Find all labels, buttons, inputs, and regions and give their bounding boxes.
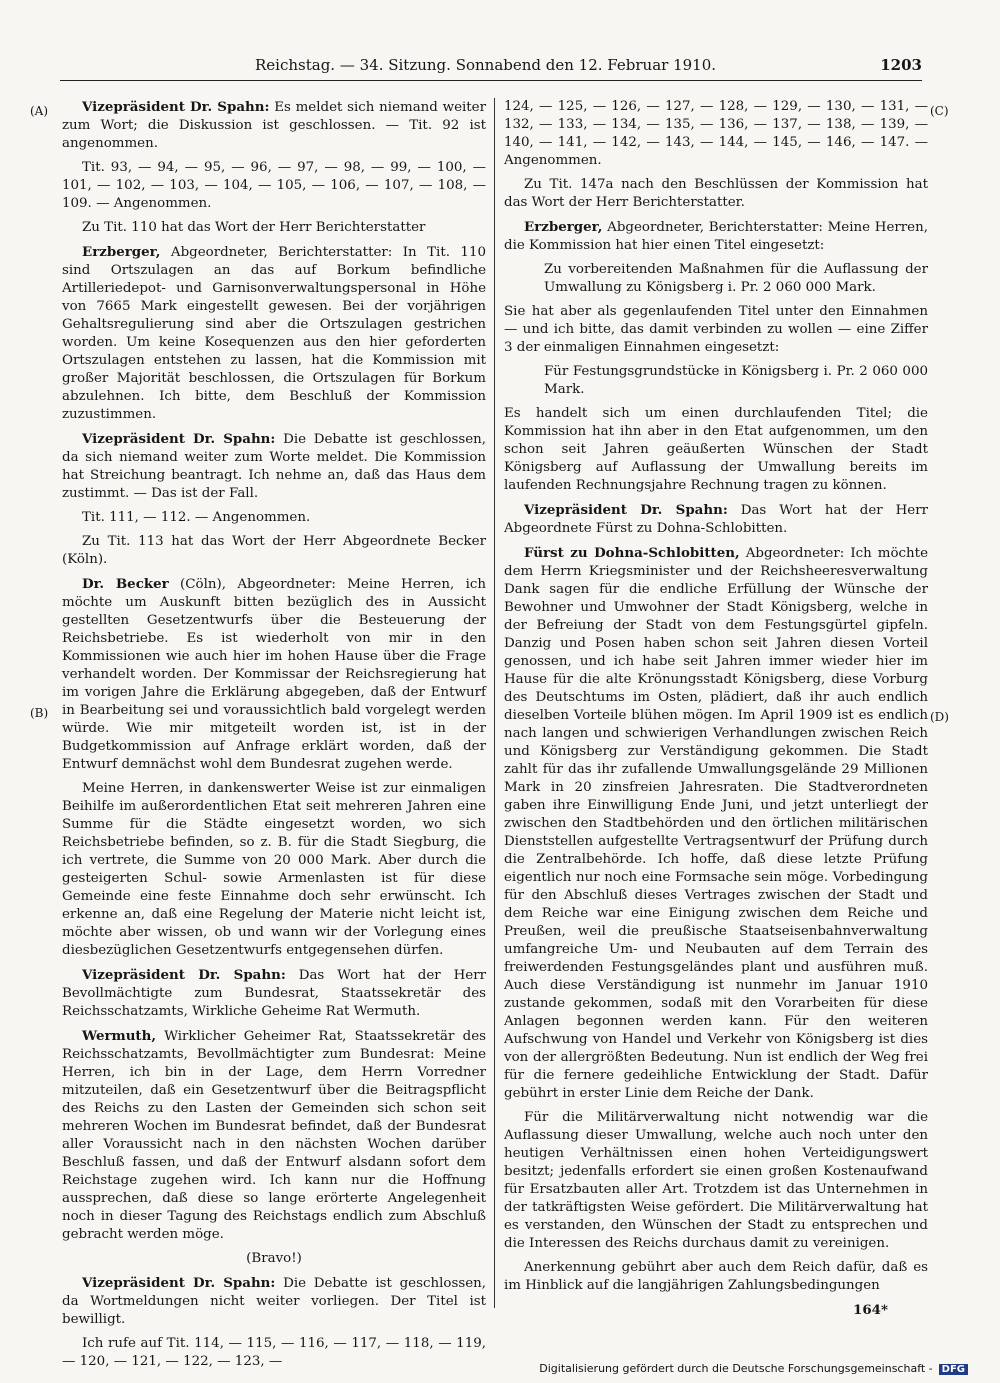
- footer: [539, 1362, 968, 1375]
- page-header: [60, 56, 922, 81]
- right-column: [504, 98, 928, 1318]
- paragraph: Anerkennung gebührt aber auch dem Reich dafür, daß es im Hinblick auf die langjährigen Zahlungsbedingungen: [504, 1260, 928, 1293]
- paragraph: [504, 544, 928, 1103]
- paragraph: Ich rufe auf Tit. 114, — 115, — 116, — 117, — 118, — 119, — 120, — 121, — 122, — 123, —: [62, 1336, 486, 1369]
- paragraph: [62, 1274, 486, 1329]
- speaker-name: Vizepräsident Dr. Spahn:: [82, 99, 270, 115]
- margin-marker-c: (C): [930, 104, 949, 118]
- paragraph: Tit. 111, — 112. — Angenommen.: [82, 510, 311, 525]
- paragraph: Meine Herren, in dankenswerter Weise ist zur einmaligen Beihilfe im außerordentlichen Etat seit mehreren Jahren eine Summe für die Städte eingesetzt worden, wo sich Reichsbetriebe befinden, so z. B. für die Stadt Siegburg, die ich vertrete, die Summe von 20 000 Mark. Aber durch die gesteigerten Schul- sowie Armenlasten ist für diese Gemeinde eine feste Einnahme doch sehr erwünscht. Ich erkenne an, daß eine Regelung der Materie nicht leicht ist, möchte aber wissen, ob und wann wir der Vorlegung eines diesbezüglichen Gesetzentwurfs entgegensehen dürfen.: [62, 781, 486, 958]
- speaker-name: Fürst zu Dohna-Schlobitten,: [524, 545, 740, 561]
- quoted-title: Zu vorbereitenden Maßnahmen für die Auflassung der Umwallung zu Königsberg i. Pr. 2 060 000 Mark.: [544, 262, 928, 295]
- paragraph: [62, 98, 486, 153]
- page-number: 1203: [880, 56, 922, 74]
- margin-marker-d: (D): [930, 710, 949, 724]
- paragraph: 124, — 125, — 126, — 127, — 128, — 129, — 130, — 131, — 132, — 133, — 134, — 135, — 136, — 137, — 138, — 139, — 140, — 141, — 142, — 143, — 144, — 145, — 146, — 147. — Angenommen.: [504, 99, 928, 168]
- paragraph: [62, 966, 486, 1021]
- paragraph: [62, 243, 486, 424]
- speech-text: Das Wort hat der Herr Abgeordnete Fürst zu Dohna-Schlobitten.: [504, 503, 928, 536]
- speaker-name: Vizepräsident Dr. Spahn:: [82, 1275, 276, 1291]
- signature-mark: 164*: [853, 1302, 888, 1318]
- paragraph: Für die Militärverwaltung nicht notwendig war die Auflassung dieser Umwallung, welche auch noch unter den heutigen Verhältnissen einen hohen Verteidigungswert besitzt; jedenfalls erfordert sie einen großen Kostenaufwand für Ersatzbauten aller Art. Trotzdem ist das Unternehmen in der tatkräftigsten Weise gefördert. Die Militärverwaltung hat es verstanden, den Wünschen der Stadt zu entsprechen und die Interessen des Reichs durchaus damit zu vereinigen.: [504, 1110, 928, 1251]
- speech-text: Wirklicher Geheimer Rat, Staatssekretär des Reichsschatzamts, Bevollmächtigter zum Bundesrat: Meine Herren, ich bin in der Lage, dem Herrn Vorredner mitzuteilen, daß ein Gesetzentwurf über die Beitragspflicht des Reichs zu den Lasten der Gemeinden sich schon seit mehreren Wochen im Bundesrat befindet, daß der Bundesrat aller Voraussicht nach in den nächsten Wochen darüber Beschluß fassen, und daß der Entwurf alsdann sofort dem Reichstage zugehen wird. Ich kann nur die Hoffnung aussprechen, daß diese so lange erörterte Angelegenheit noch in dieser Tagung des Reichstags endlich zum Abschluß gebracht werden möge.: [62, 1029, 486, 1242]
- footer-text: Digitalisierung gefördert durch die Deutsche Forschungsgemeinschaft -: [539, 1362, 933, 1375]
- paragraph: [62, 1027, 486, 1244]
- speech-text: Abgeordneter: Ich möchte dem Herrn Kriegsminister und der Reichsheeresverwaltung Dank sagen für die endliche Erfüllung der Wünsche der Bewohner und Umwohner der Stadt Königsberg, welche in der Befreiung der Stadt von dem Festungsgürtel gipfeln. Danzig und Posen haben schon seit Jahren diesen Vorteil genossen, und ich habe seit Jahren immer wieder hier im Hause für die alte Krönungsstadt Königsberg, diese Vorburg des Deutschtums im Osten, plädiert, daß ihr auch endlich dieselben Vorteile blühen mögen. Im April 1909 ist es endlich nach langen und schwierigen Verhandlungen zwischen Reich und Königsberg zur Verständigung gekommen. Die Stadt zahlt für das ihr zufallende Umwallungsgelände 29 Millionen Mark in 20 zinsfreien Jahresraten. Die Stadtverordneten gaben ihre Einwilligung Ende Juni, und jetzt unterliegt der zwischen den Stadtbehörden und den örtlichen militärischen Dienststellen aufgestellte Vertragsentwurf der Prüfung durch die Zentralbehörde. Ich hoffe, daß diese letzte Prüfung eigentlich nur noch eine Formsache sein möge. Vorbedingung für den Abschluß dieses Vertrages zwischen der Stadt und dem Reiche war eine Einigung zwischen dem Reiche und Preußen, weil die preußische Staatseisenbahnverwaltung umfangreiche Um- und Neubauten auf dem Terrain des freiwerdenden Festungsgeländes plant und ausführen muß. Auch diese Verständigung ist nunmehr im Januar 1910 zustande gekommen, sodaß mit den Vorarbeiten für diese Anlagen begonnen werden kann. Für den weiteren Aufschwung von Handel und Verkehr von Königsberg ist dies von der allergrößten Bedeutung. Nun ist endlich der Weg frei für die fernere gedeihliche Entwicklung der Stadt. Dafür gebührt in erster Linie dem Reiche der Dank.: [504, 546, 928, 1101]
- speaker-name: Dr. Becker: [82, 576, 169, 592]
- column-divider: [494, 98, 495, 1308]
- paragraph: [62, 575, 486, 774]
- speech-text: Es meldet sich niemand weiter zum Wort; die Diskussion ist geschlossen. — Tit. 92 ist angenommen.: [62, 100, 486, 151]
- speech-text: Die Debatte ist geschlossen, da Wortmeldungen nicht weiter vorliegen. Der Titel ist bewilligt.: [62, 1276, 486, 1327]
- paragraph: [504, 218, 928, 255]
- paragraph: Tit. 93, — 94, — 95, — 96, — 97, — 98, — 99, — 100, — 101, — 102, — 103, — 104, — 105, — 106, — 107, — 108, — 109. — Angenommen.: [62, 160, 486, 211]
- speaker-name: Erzberger,: [82, 244, 161, 260]
- applause-note: (Bravo!): [246, 1251, 302, 1266]
- paragraph: Sie hat aber als gegenlaufenden Titel unter den Einnahmen — und ich bitte, das damit verbinden zu wollen — eine Ziffer 3 der einmaligen Einnahmen eingesetzt:: [504, 304, 928, 355]
- speaker-name: Vizepräsident Dr. Spahn:: [82, 967, 286, 983]
- quoted-title: Für Festungsgrundstücke in Königsberg i. Pr. 2 060 000 Mark.: [544, 364, 928, 397]
- paragraph: [504, 501, 928, 538]
- margin-marker-a: (A): [30, 104, 49, 118]
- paragraph: Zu Tit. 147a nach den Beschlüssen der Kommission hat das Wort der Herr Berichterstatter.: [504, 177, 928, 210]
- paragraph: Es handelt sich um einen durchlaufenden Titel; die Kommission hat ihn aber in den Etat aufgenommen, um den schon seit Jahren geäußerten Wünschen der Stadt Königsberg auf Auflassung der Umwallung bereits im laufenden Rechnungsjahre Rechnung tragen zu können.: [504, 406, 928, 493]
- speech-text: Die Debatte ist geschlossen, da sich niemand weiter zum Worte meldet. Die Kommission hat Streichung beantragt. Ich nehme an, daß das Haus dem zustimmt. — Das ist der Fall.: [62, 432, 486, 501]
- speaker-name: Vizepräsident Dr. Spahn:: [524, 502, 728, 518]
- margin-marker-b: (B): [30, 706, 49, 720]
- header-title: Reichstag. — 34. Sitzung. Sonnabend den 12. Februar 1910.: [255, 56, 717, 74]
- speaker-name: Erzberger,: [524, 219, 603, 235]
- speech-text: (Cöln), Abgeordneter: Meine Herren, ich möchte um Auskunft bitten bezüglich des in Aussicht gestellten Gesetzentwurfs über die Besteuerung der Reichsbetriebe. Es ist wiederholt von mir in den Kommissionen wie auch hier im hohen Hause über die Frage verhandelt worden. Der Kommissar der Reichsregierung hat im vorigen Jahre die Erklärung abgegeben, daß der Entwurf in Bearbeitung sei und voraussichtlich bald vorgelegt werden würde. Wie mir mitgeteilt worden ist, ist in der Budgetkommission auf Anfrage erklärt worden, daß der Entwurf demnächst wohl dem Bundesrat zugehen werde.: [62, 577, 486, 772]
- speaker-name: Wermuth,: [82, 1028, 157, 1044]
- paragraph: Zu Tit. 110 hat das Wort der Herr Berichterstatter: [82, 220, 426, 235]
- speaker-name: Vizepräsident Dr. Spahn:: [82, 431, 276, 447]
- paragraph: Zu Tit. 113 hat das Wort der Herr Abgeordnete Becker (Köln).: [62, 534, 486, 567]
- speech-text: Das Wort hat der Herr Bevollmächtigte zum Bundesrat, Staatssekretär des Reichsschatzamts, Wirkliche Geheime Rat Wermuth.: [62, 968, 486, 1019]
- speech-text: Abgeordneter, Berichterstatter: In Tit. 110 sind Ortszulagen an das auf Borkum befindliche Artilleriedepot- und Garnisonverwaltungspersonal in Höhe von 7665 Mark eingestellt gewesen. Bei der vorjährigen Gehaltsregulierung sind aber die Ortszulagen gestrichen worden. Um keine Kosequenzen aus den hier geforderten Ortszulagen entstehen zu lassen, hat die Kommission mit großer Majorität beschlossen, die Ortszulagen für Borkum abzulehnen. Ich bitte, dem Beschluß der Kommission zuzustimmen.: [62, 245, 486, 422]
- dfg-logo: DFG: [939, 1364, 968, 1375]
- speech-text: Abgeordneter, Berichterstatter: Meine Herren, die Kommission hat hier einen Titel eingesetzt:: [504, 220, 928, 253]
- left-column: [62, 98, 486, 1369]
- paragraph: [62, 430, 486, 503]
